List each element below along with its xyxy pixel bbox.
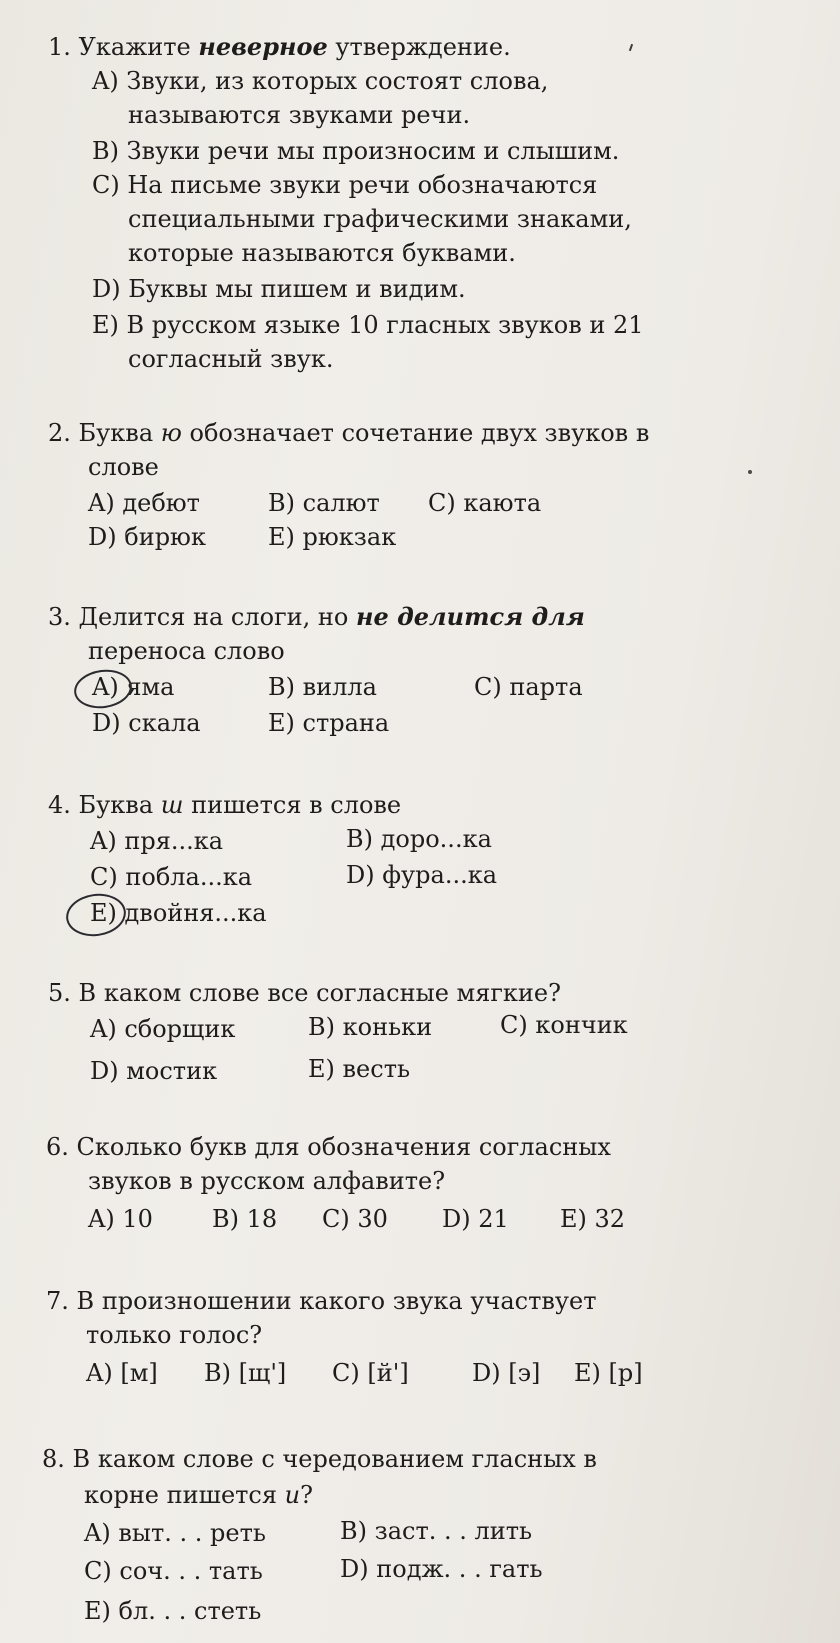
option-text: Звуки, из которых состоят слова, xyxy=(126,67,549,95)
option-letter: C) xyxy=(92,171,120,199)
question-1-stem xyxy=(48,32,511,62)
option-8d xyxy=(340,1554,543,1584)
option-text: 18 xyxy=(246,1205,278,1233)
option-text: страна xyxy=(302,709,390,737)
question-2-stem-continued: слове xyxy=(88,453,159,481)
option-6b xyxy=(212,1204,277,1234)
option-text: весть xyxy=(342,1055,411,1083)
option-text: яма xyxy=(126,673,175,701)
option-5c xyxy=(500,1010,628,1040)
option-7a xyxy=(86,1358,158,1388)
option-letter: E) xyxy=(560,1205,587,1233)
option-8b xyxy=(340,1516,532,1546)
stem-letter: ю xyxy=(160,419,182,447)
option-text: коньки xyxy=(342,1013,433,1041)
option-text: [й'] xyxy=(367,1359,409,1387)
option-letter: C) xyxy=(90,863,118,891)
option-text: фура...ка xyxy=(382,861,498,889)
option-3b xyxy=(268,672,377,702)
option-text: [э] xyxy=(508,1359,541,1387)
option-1e-continued: согласный звук. xyxy=(128,345,334,373)
option-6c xyxy=(322,1204,388,1234)
option-text: кончик xyxy=(535,1011,628,1039)
option-1c-continued: которые называются буквами. xyxy=(128,239,516,267)
stem-text: В произношении какого звука участвует xyxy=(76,1287,597,1315)
option-7d xyxy=(472,1358,540,1388)
option-letter: A) xyxy=(90,827,117,855)
option-letter: D) xyxy=(92,275,121,303)
option-letter: B) xyxy=(268,673,295,701)
option-text: 21 xyxy=(478,1205,509,1233)
option-text: соч. . . тать xyxy=(119,1557,263,1585)
option-text: выт. . . реть xyxy=(118,1519,266,1547)
option-5e xyxy=(308,1054,410,1084)
question-6-stem xyxy=(46,1132,611,1162)
option-4c xyxy=(90,862,252,892)
option-text: Звуки речи мы произносим и слышим. xyxy=(126,137,620,165)
option-letter: A) xyxy=(92,67,119,95)
option-text: доро...ка xyxy=(380,825,492,853)
option-4b xyxy=(346,824,492,854)
option-letter: C) xyxy=(84,1557,112,1585)
option-text: [м] xyxy=(120,1359,158,1387)
option-letter: B) xyxy=(92,137,119,165)
question-8-stem xyxy=(42,1444,597,1474)
stem-text: Буква xyxy=(78,791,161,819)
stem-text: В каком слове все согласные мягкие? xyxy=(78,979,561,1007)
stem-text: Делится на слоги, но xyxy=(78,603,356,631)
option-letter: D) xyxy=(472,1359,501,1387)
option-letter: E) xyxy=(84,1597,111,1625)
option-letter: D) xyxy=(90,1057,119,1085)
option-6a xyxy=(88,1204,153,1234)
option-letter: B) xyxy=(308,1013,335,1041)
option-letter: D) xyxy=(88,523,117,551)
option-text: 30 xyxy=(357,1205,388,1233)
option-text: двойня...ка xyxy=(124,899,267,927)
question-3-stem xyxy=(48,602,585,632)
option-1b xyxy=(92,136,619,166)
option-letter: B) xyxy=(346,825,373,853)
question-number: 8. xyxy=(42,1445,65,1473)
option-letter: C) xyxy=(322,1205,350,1233)
option-7e xyxy=(574,1358,643,1388)
option-text: подж. . . гать xyxy=(376,1555,543,1583)
option-text: [р] xyxy=(608,1359,643,1387)
option-2d xyxy=(88,522,206,552)
option-text: бирюк xyxy=(124,523,206,551)
option-letter: E) xyxy=(268,523,295,551)
question-4-stem xyxy=(48,790,401,820)
option-text: [щ'] xyxy=(238,1359,287,1387)
option-letter: E) xyxy=(574,1359,601,1387)
question-number: 4. xyxy=(48,791,71,819)
option-8e xyxy=(84,1596,261,1626)
pencil-mark xyxy=(629,44,633,51)
stem-text: В каком слове с чередованием гласных в xyxy=(72,1445,597,1473)
option-text: сборщик xyxy=(124,1015,236,1043)
option-2e xyxy=(268,522,396,552)
option-letter: A) xyxy=(92,673,119,701)
option-text: дебют xyxy=(122,489,200,517)
option-1c xyxy=(92,170,597,200)
question-2-stem xyxy=(48,418,649,448)
question-number: 6. xyxy=(46,1133,69,1161)
question-number: 5. xyxy=(48,979,71,1007)
option-6d xyxy=(442,1204,509,1234)
option-letter: C) xyxy=(474,673,502,701)
question-5-stem xyxy=(48,978,561,1008)
stem-text: корне пишется xyxy=(84,1481,285,1509)
option-text: 32 xyxy=(594,1205,626,1233)
option-text: салют xyxy=(302,489,380,517)
option-6e xyxy=(560,1204,625,1234)
option-letter: A) xyxy=(88,489,115,517)
option-letter: C) xyxy=(428,489,456,517)
option-letter: E) xyxy=(90,899,117,927)
option-3e xyxy=(268,708,389,738)
question-number: 1. xyxy=(48,33,71,61)
option-8c xyxy=(84,1556,263,1586)
option-text: бл. . . стеть xyxy=(118,1597,262,1625)
option-1c-continued: специальными графическими знаками, xyxy=(128,205,632,233)
option-text: вилла xyxy=(302,673,377,701)
option-8a xyxy=(84,1518,266,1548)
option-text: На письме звуки речи обозначаются xyxy=(127,171,598,199)
stem-text: утверждение. xyxy=(327,33,511,61)
option-letter: D) xyxy=(92,709,121,737)
option-1e xyxy=(92,310,644,340)
option-4d xyxy=(346,860,497,890)
option-text: заст. . . лить xyxy=(374,1517,533,1545)
option-letter: A) xyxy=(84,1519,111,1547)
option-1d xyxy=(92,274,466,304)
option-text: каюта xyxy=(463,489,542,517)
stem-text: пишется в слове xyxy=(183,791,402,819)
option-letter: D) xyxy=(346,861,375,889)
stem-text: ? xyxy=(300,1481,313,1509)
option-5a xyxy=(90,1014,235,1044)
option-letter: E) xyxy=(92,311,119,339)
question-number: 7. xyxy=(46,1287,69,1315)
option-letter: C) xyxy=(500,1011,528,1039)
option-letter: B) xyxy=(340,1517,367,1545)
option-letter: A) xyxy=(86,1359,113,1387)
stem-text: Буква xyxy=(78,419,161,447)
option-1a xyxy=(92,66,548,96)
option-text: побла...ка xyxy=(125,863,253,891)
option-1a-continued: называются звуками речи. xyxy=(128,101,471,129)
option-3c xyxy=(474,672,583,702)
option-letter: B) xyxy=(212,1205,239,1233)
option-text: парта xyxy=(509,673,583,701)
stem-text: обозначает сочетание двух звуков в xyxy=(181,419,650,447)
option-7b xyxy=(204,1358,286,1388)
option-5d xyxy=(90,1056,217,1086)
question-3-stem-continued: переноса слово xyxy=(88,637,285,665)
question-number: 2. xyxy=(48,419,71,447)
option-5b xyxy=(308,1012,432,1042)
option-letter: A) xyxy=(90,1015,117,1043)
stem-text: Укажите xyxy=(78,33,199,61)
option-letter: E) xyxy=(268,709,295,737)
option-2c xyxy=(428,488,541,518)
option-letter: D) xyxy=(442,1205,471,1233)
option-text: Буквы мы пишем и видим. xyxy=(128,275,466,303)
question-8-stem-continued xyxy=(84,1480,313,1510)
stem-emphasis: не делится для xyxy=(355,602,585,631)
option-letter: B) xyxy=(204,1359,231,1387)
option-2b xyxy=(268,488,380,518)
option-2a xyxy=(88,488,200,518)
option-text: мостик xyxy=(126,1057,218,1085)
option-letter: B) xyxy=(268,489,295,517)
pencil-dot xyxy=(748,470,752,474)
stem-letter: и xyxy=(284,1481,301,1509)
option-letter: D) xyxy=(340,1555,369,1583)
stem-text: Сколько букв для обозначения согласных xyxy=(76,1133,611,1161)
stem-letter: ш xyxy=(160,791,184,819)
stem-emphasis: неверное xyxy=(198,32,328,61)
question-6-stem-continued: звуков в русском алфавите? xyxy=(88,1167,446,1195)
option-letter: C) xyxy=(332,1359,360,1387)
question-7-stem xyxy=(46,1286,596,1316)
option-text: В русском языке 10 гласных звуков и 21 xyxy=(126,311,644,339)
question-number: 3. xyxy=(48,603,71,631)
option-letter: E) xyxy=(308,1055,335,1083)
question-7-stem-continued: только голос? xyxy=(86,1321,263,1349)
option-text: рюкзак xyxy=(302,523,397,551)
option-7c xyxy=(332,1358,409,1388)
option-3d xyxy=(92,708,201,738)
option-text: пря...ка xyxy=(124,827,224,855)
option-letter: A) xyxy=(88,1205,115,1233)
option-text: 10 xyxy=(122,1205,153,1233)
option-text: скала xyxy=(128,709,201,737)
option-4a xyxy=(90,826,223,856)
